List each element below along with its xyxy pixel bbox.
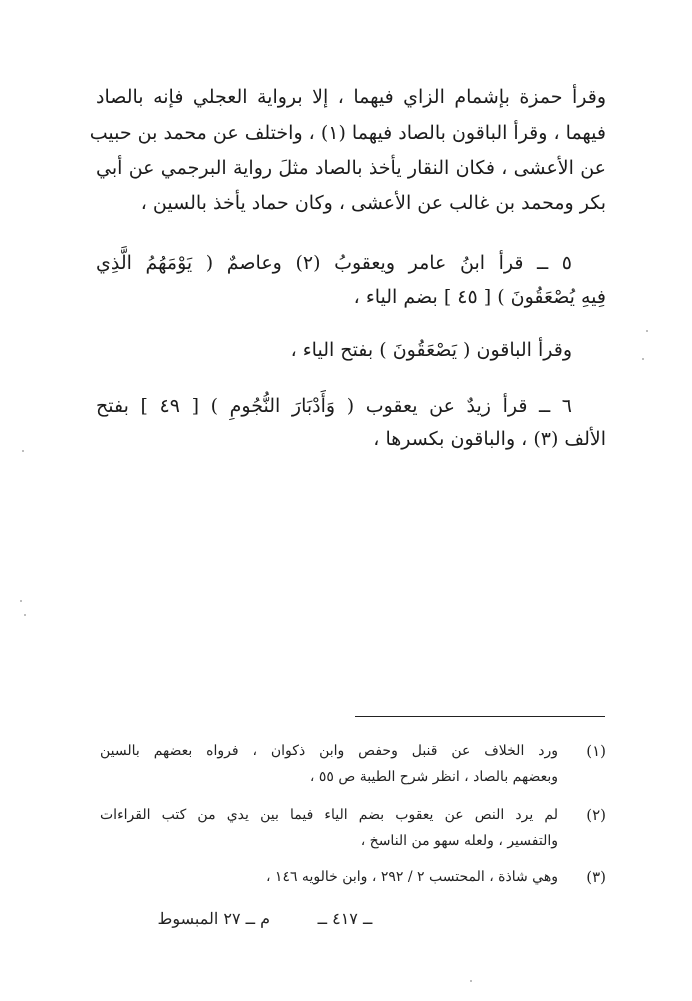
footnote-line: وهي شاذة ، المحتسب ٢ / ٢٩٢ ، وابن خالويه ١٤٦ ،	[265, 869, 558, 885]
body-line: وقرأ الباقون ( يَصْعَقُونَ ) بفتح الياء ،	[290, 339, 572, 361]
body-line: ٦ ــ قرأ زيدٌ عن يعقوب ( وَأَدْبَارَ النُّجُومِ ) [ ٤٩ ] بفتح	[96, 395, 573, 417]
footnote-separator	[355, 716, 605, 717]
footnote-line: والتفسير ، ولعله سهو من الناسخ ،	[360, 833, 558, 849]
scan-speck	[22, 450, 24, 452]
scan-speck	[646, 330, 648, 332]
footnote-number: (٢)	[586, 806, 606, 824]
scan-speck	[470, 980, 472, 982]
body-line: ٥ ــ قرأ ابنُ عامر ويعقوبُ (٢) وعاصمٌ ( يَوْمَهُمُ الَّذِي	[96, 252, 572, 274]
body-line: بكر ومحمد بن غالب عن الأعشى ، وكان حماد يأخذ بالسين ،	[140, 192, 606, 214]
footnote-line: ورد الخلاف عن قنبل وحفص وابن ذكوان ، فرواه بعضهم بالسين	[100, 743, 558, 759]
footnote-number: (٣)	[586, 868, 606, 886]
page-number: ــ ٤١٧ ــ	[317, 909, 373, 928]
footnote-number: (١)	[586, 742, 606, 760]
body-line: الألف (٣) ، والباقون بكسرها ،	[373, 428, 606, 450]
scan-speck	[24, 614, 26, 616]
signature-mark: م ــ ٢٧ المبسوط	[157, 909, 270, 928]
body-line: فيهما ، وقرأ الباقون بالصاد فيهما (١) ، واختلف عن محمد بن حبيب	[89, 122, 606, 144]
body-line: عن الأعشى ، فكان النقار يأخذ بالصاد مثلَ رواية البرجمي عن أبي	[96, 157, 606, 179]
body-line: وقرأ حمزة بإشمام الزاي فيهما ، إلا برواية العجلي فإنه بالصاد	[96, 86, 606, 108]
footnote-line: لم يرد النص عن يعقوب بضم الياء فيما بين يدي من كتب القراءات	[100, 807, 558, 823]
scan-speck	[20, 600, 22, 602]
scan-speck	[642, 358, 644, 360]
body-line: فِيهِ يُصْعَقُونَ ) [ ٤٥ ] بضم الياء ،	[353, 286, 606, 308]
footnote-line: وبعضهم بالصاد ، انظر شرح الطيبة ص ٥٥ ،	[309, 769, 558, 785]
